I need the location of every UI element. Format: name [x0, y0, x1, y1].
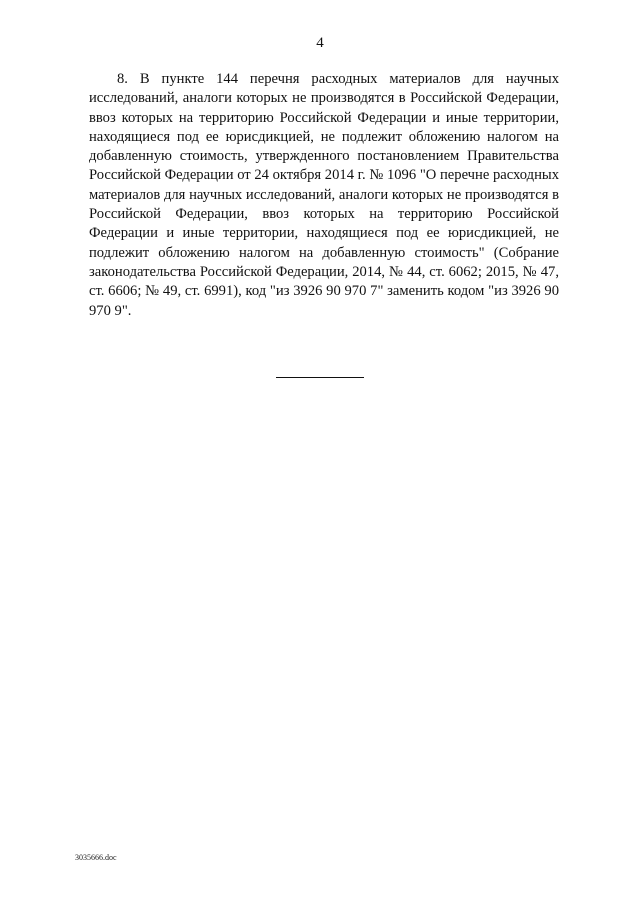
page-number: 4 — [316, 35, 324, 51]
document-filename: 3035666.doc — [75, 853, 117, 862]
amendment-paragraph — [89, 70, 559, 321]
amendment-text: 8. В пункте 144 перечня расходных материалов для научных исследований, аналоги которых не производятся в Российской Федерации, ввоз которых на территорию Российской Федерации и иные территории, находящиеся под ее юрисдикцией, не подлежит обложению налогом на добавленную стоимость, утвержденного постановлением Правительства Российской Федерации от 24 октября 2014 г. № 1096 "О перечне расходных материалов для научных исследований, аналоги которых не производятся в Российской Федерации, ввоз которых на территорию Российской Федерации и иные территории, находящиеся под ее юрисдикцией, не подлежит обложению налогом на добавленную стоимость" (Собрание законодательства Российской Федерации, 2014, № 44, ст. 6062; 2015, № 47, ст. 6606; № 49, ст. 6991), код "из 3926 90 970 7" заменить кодом "из 3926 90 970 9". — [89, 71, 559, 319]
section-divider — [276, 377, 364, 378]
